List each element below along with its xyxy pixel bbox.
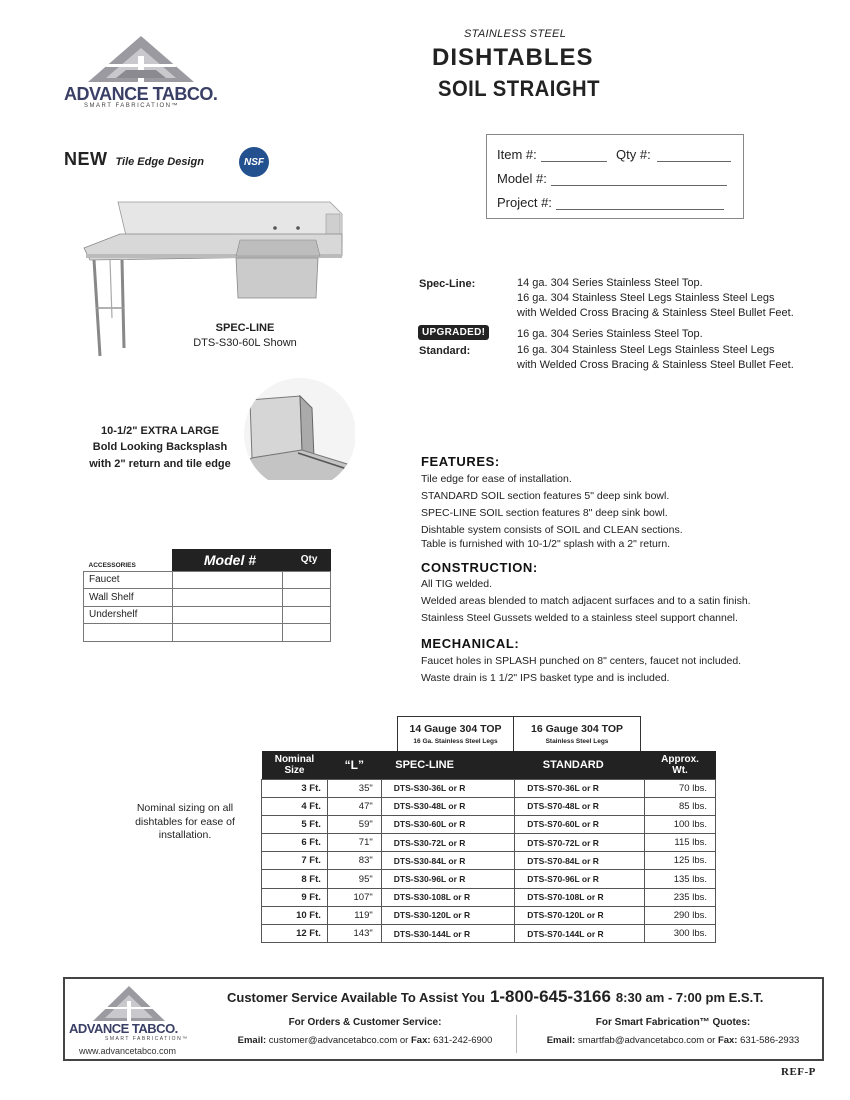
smartfab-contact: [523, 1017, 823, 1046]
construction-line: All TIG welded.: [421, 578, 493, 590]
table-row: [262, 925, 716, 943]
size-cell: 8 Ft.: [262, 870, 328, 888]
logo-mark-icon: [76, 34, 206, 84]
specline-label: Spec-Line:: [419, 278, 476, 290]
smartfab-fax-label: Fax:: [717, 1035, 738, 1046]
footer-logo-mark-icon: [87, 985, 171, 1023]
standard-gauge-header: [513, 716, 641, 752]
features-line: Dishtable system consists of SOIL and CLEAN sections.: [421, 524, 683, 536]
col-header-specline: SPEC-LINE: [381, 751, 515, 779]
length-cell: 71": [327, 834, 381, 852]
table-row: [262, 852, 716, 870]
table-row: [262, 888, 716, 906]
col-header-weight: Approx. Wt.: [645, 751, 716, 779]
model-label: Model #:: [497, 171, 547, 186]
backsplash-detail-image: [240, 378, 355, 480]
standard-model-cell: DTS-S70-48L or R: [515, 797, 645, 815]
size-cell: 9 Ft.: [262, 888, 328, 906]
page-title: DISHTABLES: [432, 44, 594, 71]
features-section: [421, 454, 683, 551]
project-field[interactable]: [556, 209, 724, 210]
standard-model-cell: DTS-S70-144L or R: [515, 925, 645, 943]
orders-contact: [215, 1017, 515, 1046]
specline-line: with Welded Cross Bracing & Stainless Steel Bullet Feet.: [517, 307, 794, 319]
footer-divider: [516, 1015, 517, 1053]
specline-gauge-top: 14 Gauge 304 TOP: [409, 723, 502, 735]
specline-model-cell: DTS-S30-72L or R: [381, 834, 515, 852]
weight-cell: 115 lbs.: [645, 834, 716, 852]
construction-line: Stainless Steel Gussets welded to a stainless steel support channel.: [421, 612, 738, 624]
smartfab-email[interactable]: smartfab@advancetabco.com or: [577, 1035, 716, 1046]
orders-email[interactable]: customer@advancetabco.com or: [268, 1035, 409, 1046]
page-subtitle: SOIL STRAIGHT: [438, 76, 600, 101]
size-cell: 4 Ft.: [262, 797, 328, 815]
footer-brand-name: ADVANCE TABCO.: [69, 1021, 178, 1036]
length-cell: 35": [327, 779, 381, 797]
tile-edge-label: Tile Edge Design: [115, 156, 204, 168]
accessory-model-cell[interactable]: [172, 589, 282, 607]
size-cell: 10 Ft.: [262, 906, 328, 924]
phone-number[interactable]: 1-800-645-3166: [489, 987, 611, 1006]
table-row: [262, 834, 716, 852]
standard-line: 16 ga. 304 Series Stainless Steel Top.: [517, 328, 703, 340]
accessory-qty-cell[interactable]: [283, 606, 331, 624]
table-row: [84, 589, 331, 607]
title-kicker: STAINLESS STEEL: [464, 28, 567, 40]
model-table: [261, 751, 716, 943]
upgraded-badge: UPGRADED!: [418, 325, 489, 340]
length-cell: 95": [327, 870, 381, 888]
nsf-icon: NSF: [239, 147, 269, 177]
mechanical-line: Faucet holes in SPLASH punched on 8" centers, faucet not included.: [421, 655, 742, 667]
size-cell: 7 Ft.: [262, 852, 328, 870]
item-label: Item #:: [497, 147, 537, 162]
length-cell: 107": [327, 888, 381, 906]
col-header-standard: STANDARD: [515, 751, 645, 779]
specline-model-cell: DTS-S30-48L or R: [381, 797, 515, 815]
mechanical-line: Waste drain is 1 1/2" IPS basket type and is included.: [421, 672, 670, 684]
smartfab-email-label: Email:: [546, 1035, 576, 1046]
standard-line: 16 ga. 304 Stainless Steel Legs Stainless Steel Legs: [517, 344, 775, 356]
standard-model-cell: DTS-S70-84L or R: [515, 852, 645, 870]
product-caption-model: DTS-S30-60L Shown: [193, 337, 297, 349]
orders-email-label: Email:: [237, 1035, 267, 1046]
customer-service-text: Customer Service Available To Assist You: [227, 990, 485, 1005]
features-heading: FEATURES:: [421, 454, 500, 469]
weight-cell: 70 lbs.: [645, 779, 716, 797]
weight-cell: 135 lbs.: [645, 870, 716, 888]
table-row: [262, 815, 716, 833]
standard-gauge-top: 16 Gauge 304 TOP: [530, 723, 624, 735]
weight-cell: 235 lbs.: [645, 888, 716, 906]
accessories-label: ACCESSORIES: [88, 561, 136, 569]
table-row: [262, 797, 716, 815]
specline-gauge-header: [397, 716, 514, 752]
backsplash-caption-line3: with 2" return and tile edge: [89, 458, 231, 470]
length-cell: 119": [327, 906, 381, 924]
table-row: [262, 779, 716, 797]
features-line: STANDARD SOIL section features 5" deep sink bowl.: [421, 490, 670, 502]
specline-model-cell: DTS-S30-144L or R: [381, 925, 515, 943]
accessory-model-cell[interactable]: [172, 624, 282, 642]
construction-line: Welded areas blended to match adjacent surfaces and to a satin finish.: [421, 595, 751, 607]
length-cell: 143": [327, 925, 381, 943]
size-cell: 5 Ft.: [262, 815, 328, 833]
length-cell: 59": [327, 815, 381, 833]
table-row: [262, 870, 716, 888]
accessory-qty-cell[interactable]: [283, 589, 331, 607]
orders-heading: For Orders & Customer Service:: [288, 1017, 442, 1028]
weight-cell: 300 lbs.: [645, 925, 716, 943]
product-caption-title: SPEC-LINE: [215, 322, 275, 334]
project-label: Project #:: [497, 195, 552, 210]
nominal-note-line: Nominal sizing on all: [136, 802, 234, 814]
table-row: [84, 571, 331, 589]
specline-model-cell: DTS-S30-108L or R: [381, 888, 515, 906]
standard-label: Standard:: [419, 345, 471, 357]
accessory-name: Undershelf: [84, 606, 173, 624]
standard-gauge-legs: Stainless Steel Legs: [545, 738, 609, 745]
backsplash-caption-line1: 10-1/2" EXTRA LARGE: [101, 425, 219, 437]
length-cell: 83": [327, 852, 381, 870]
specline-model-cell: DTS-S30-96L or R: [381, 870, 515, 888]
specline-line: 14 ga. 304 Series Stainless Steel Top.: [517, 277, 703, 289]
specline-spec: [517, 276, 794, 321]
brand-name: ADVANCE TABCO.: [64, 84, 218, 104]
backsplash-caption-line2: Bold Looking Backsplash: [92, 441, 228, 453]
features-line: Tile edge for ease of installation.: [421, 473, 572, 485]
table-row: [84, 624, 331, 642]
weight-cell: 125 lbs.: [645, 852, 716, 870]
mechanical-section: [421, 636, 741, 687]
construction-section: [421, 560, 751, 627]
accessories-table: [83, 549, 331, 642]
length-cell: 47": [327, 797, 381, 815]
dishtable-product-image: [80, 198, 350, 358]
ref-code: REF-P: [781, 1066, 816, 1078]
size-cell: 6 Ft.: [262, 834, 328, 852]
nominal-note: [118, 802, 252, 843]
backsplash-caption: [80, 423, 240, 473]
nominal-note-line: dishtables for ease of: [135, 815, 235, 828]
accessories-qty-header: Qty: [283, 549, 331, 571]
qty-label: Qty #:: [616, 147, 651, 162]
col-header-l: “L”: [327, 751, 381, 779]
specline-gauge-legs: 16 Ga. Stainless Steel Legs: [413, 738, 498, 745]
accessory-name: Faucet: [84, 571, 173, 589]
mechanical-heading: MECHANICAL:: [421, 636, 520, 651]
accessories-model-header: Model #: [172, 549, 282, 571]
table-row: [262, 906, 716, 924]
model-field[interactable]: [551, 185, 727, 186]
standard-model-cell: DTS-S70-72L or R: [515, 834, 645, 852]
standard-line: with Welded Cross Bracing & Stainless Steel Bullet Feet.: [517, 359, 794, 371]
specline-line: 16 ga. 304 Stainless Steel Legs Stainless Steel Legs: [517, 292, 775, 304]
item-field[interactable]: [541, 161, 607, 162]
size-cell: 12 Ft.: [262, 925, 328, 943]
brand-logo: [64, 34, 224, 114]
standard-model-cell: DTS-S70-96L or R: [515, 870, 645, 888]
standard-model-cell: DTS-S70-60L or R: [515, 815, 645, 833]
item-info-box: [486, 134, 744, 219]
accessory-model-cell[interactable]: [172, 571, 282, 589]
standard-model-cell: DTS-S70-120L or R: [515, 906, 645, 924]
size-cell: 3 Ft.: [262, 779, 328, 797]
accessory-qty-cell[interactable]: [283, 624, 331, 642]
new-badge: NEW: [64, 149, 108, 169]
specline-model-cell: DTS-S30-120L or R: [381, 906, 515, 924]
orders-fax-label: Fax:: [410, 1035, 431, 1046]
standard-model-cell: DTS-S70-36L or R: [515, 779, 645, 797]
accessory-model-cell[interactable]: [172, 606, 282, 624]
orders-fax: 631-242-6900: [433, 1035, 493, 1046]
accessory-name: [84, 624, 173, 642]
accessory-name: Wall Shelf: [84, 589, 173, 607]
col-header-size: Nominal Size: [262, 751, 328, 779]
website-link[interactable]: www.advancetabco.com: [79, 1046, 177, 1056]
smartfab-heading: For Smart Fabrication™ Quotes:: [595, 1017, 751, 1028]
features-line: SPEC-LINE SOIL section features 8" deep sink bowl.: [421, 507, 668, 519]
standard-spec: [517, 327, 794, 373]
features-line: Table is furnished with 10-1/2" splash with a 2" return.: [421, 538, 671, 550]
specline-model-cell: DTS-S30-60L or R: [381, 815, 515, 833]
specline-model-cell: DTS-S30-36L or R: [381, 779, 515, 797]
qty-field[interactable]: [657, 161, 731, 162]
nominal-note-line: installation.: [158, 829, 212, 841]
smartfab-fax: 631-586-2933: [740, 1035, 800, 1046]
weight-cell: 85 lbs.: [645, 797, 716, 815]
table-row: [84, 606, 331, 624]
accessory-qty-cell[interactable]: [283, 571, 331, 589]
footer-box: [63, 977, 824, 1061]
construction-heading: CONSTRUCTION:: [421, 560, 538, 575]
specline-model-cell: DTS-S30-84L or R: [381, 852, 515, 870]
weight-cell: 100 lbs.: [645, 815, 716, 833]
service-hours: 8:30 am - 7:00 pm E.S.T.: [615, 990, 764, 1005]
brand-tagline: SMART FABRICATION™: [84, 103, 180, 109]
footer-brand-tagline: SMART FABRICATION™: [105, 1036, 189, 1042]
customer-service-line: [227, 987, 763, 1007]
standard-model-cell: DTS-S70-108L or R: [515, 888, 645, 906]
weight-cell: 290 lbs.: [645, 906, 716, 924]
